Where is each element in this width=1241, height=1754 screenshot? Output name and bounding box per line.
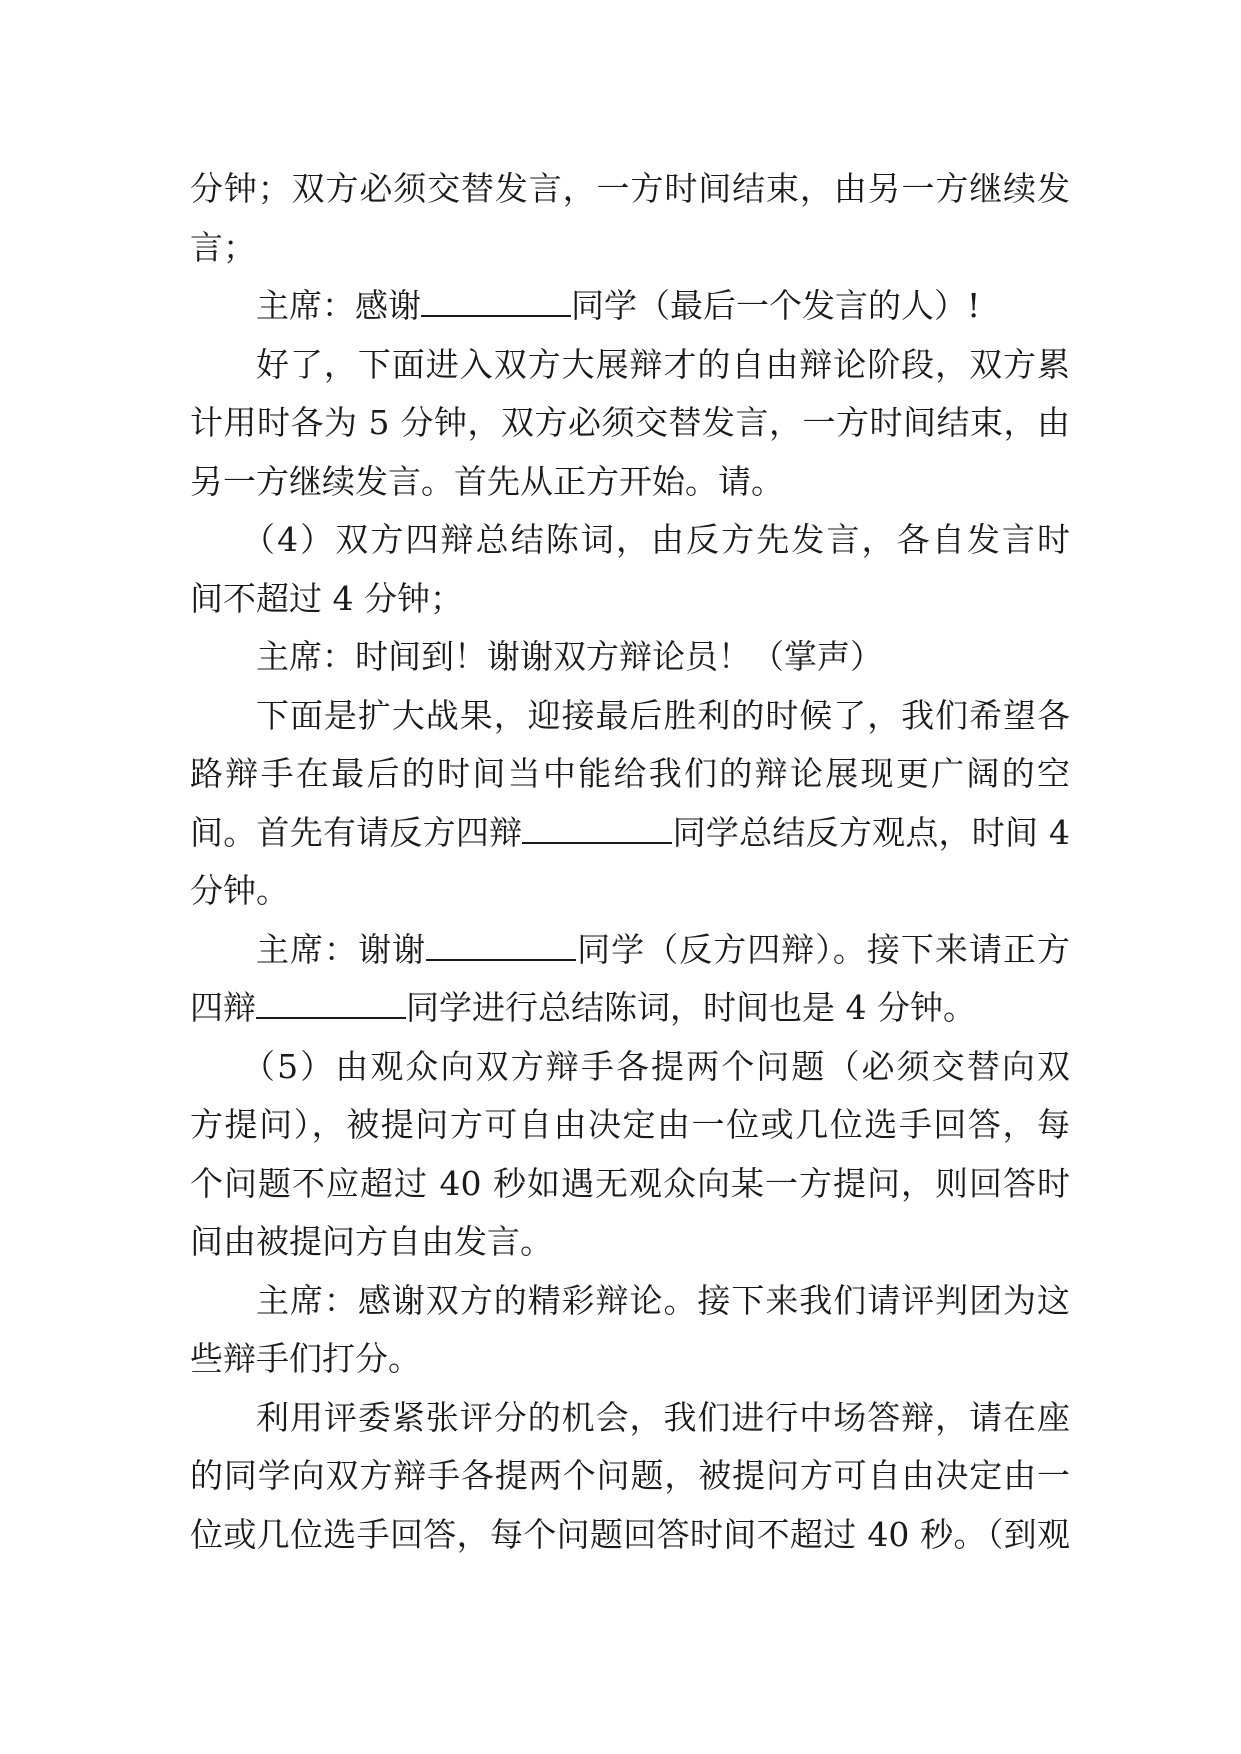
paragraph-line: 方提问），被提问方可自由决定由一位或几位选手回答，每 — [190, 1105, 1070, 1144]
name-blank — [426, 929, 576, 961]
line-text: 同学进行总结陈词，时间也是 4 分钟。 — [406, 988, 976, 1027]
chair-label: 主席：谢谢 — [256, 929, 427, 969]
chair-label: 主席：感谢 — [256, 286, 421, 325]
paragraph-line: 好了，下面进入双方大展辩才的自由辩论阶段，双方累 — [256, 344, 1070, 384]
paragraph-line: （4）双方四辩总结陈词，由反方先发言，各自发言时 — [242, 520, 1070, 559]
paragraph-line: 些辩手们打分。 — [190, 1339, 421, 1378]
paragraph-line: 路辩手在最后的时间当中能给我们的辩论展现更广阔的空 — [190, 754, 1070, 793]
line-text: 同学总结反方观点，时间 4 — [672, 812, 1071, 852]
paragraph-line: 分钟。 — [190, 871, 289, 910]
paragraph-line — [190, 804, 1070, 863]
name-blank — [421, 285, 571, 317]
paragraph-line: 下面是扩大战果，迎接最后胜利的时候了，我们希望各 — [256, 695, 1070, 735]
paragraph-line: 位或几位选手回答，每个问题回答时间不超过 40 秒。（到观 — [190, 1514, 1070, 1554]
paragraph-line — [190, 277, 1070, 336]
paragraph-line: （5）由观众向双方辩手各提两个问题（必须交替向双 — [242, 1046, 1070, 1086]
line-text: 同学（反方四辩）。接下来请正方 — [576, 929, 1071, 969]
document-body — [190, 160, 1070, 1564]
line-text: 同学（最后一个发言的人）! — [571, 286, 981, 325]
paragraph-line: 的同学向双方辩手各提两个问题，被提问方可自由决定由一 — [190, 1456, 1070, 1495]
paragraph-line: 计用时各为 5 分钟，双方必须交替发言，一方时间结束，由 — [190, 403, 1070, 442]
paragraph-line — [190, 979, 1070, 1038]
paragraph-line: 主席：时间到！谢谢双方辩论员！（掌声） — [256, 637, 883, 676]
name-blank — [256, 987, 406, 1019]
paragraph-line: 个问题不应超过 40 秒如遇无观众向某一方提问，则回答时 — [190, 1163, 1070, 1203]
name-blank — [522, 812, 672, 844]
line-text: 四辩 — [190, 988, 256, 1027]
paragraph-line — [190, 921, 1070, 980]
paragraph-line: 间由被提问方自由发言。 — [190, 1222, 553, 1261]
paragraph-line: 言； — [190, 227, 256, 267]
paragraph-line: 另一方继续发言。首先从正方开始。请。 — [190, 461, 784, 501]
paragraph-line: 间不超过 4 分钟； — [190, 578, 463, 618]
paragraph-line: 分钟；双方必须交替发言，一方时间结束，由另一方继续发 — [190, 169, 1070, 208]
line-text: 间。首先有请反方四辩 — [190, 812, 523, 852]
paragraph-line: 利用评委紧张评分的机会，我们进行中场答辩，请在座 — [256, 1397, 1070, 1437]
paragraph-line: 主席：感谢双方的精彩辩论。接下来我们请评判团为这 — [256, 1280, 1070, 1320]
